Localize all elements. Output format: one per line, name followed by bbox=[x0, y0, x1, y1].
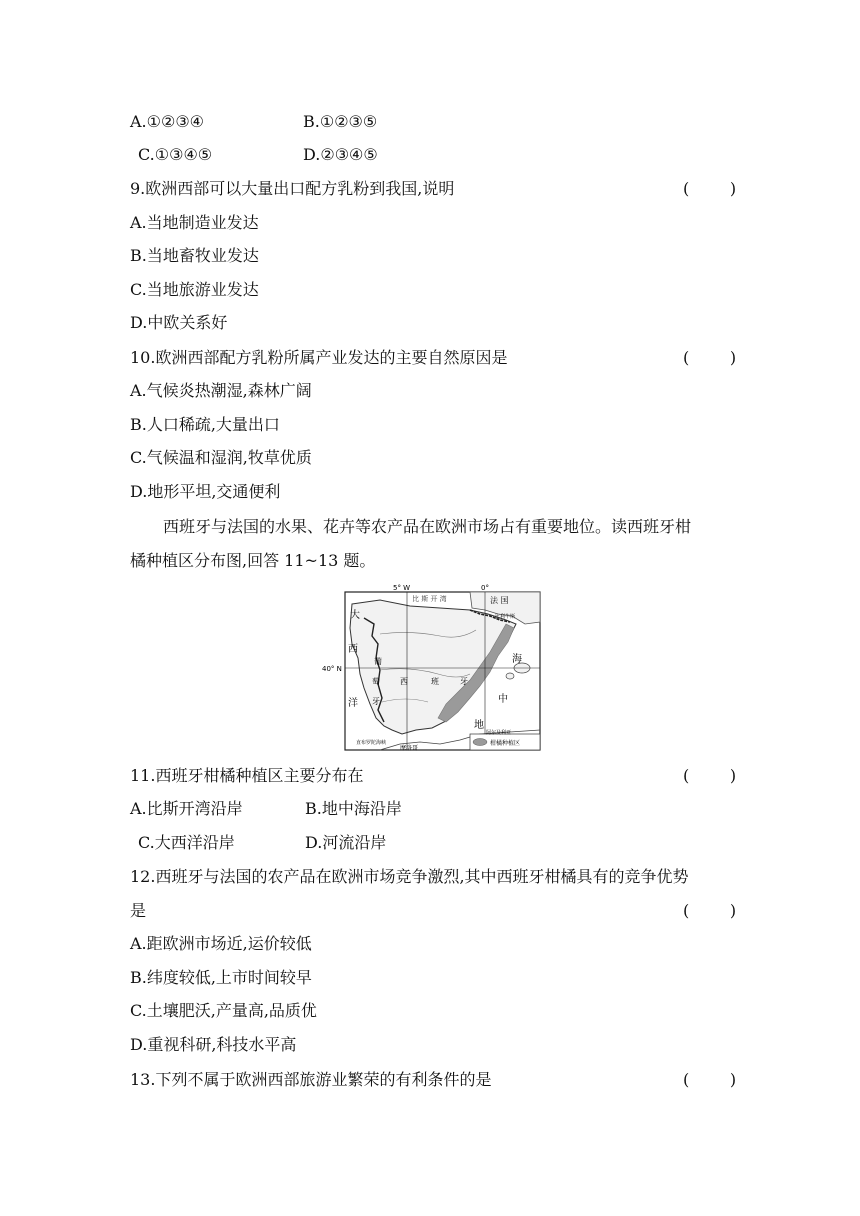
lon-0-label: 0° bbox=[481, 584, 489, 592]
q10-option-a: A.气候炎热潮湿,森林广阔 bbox=[130, 381, 312, 400]
q10-option-c: C.气候温和湿润,牧草优质 bbox=[130, 448, 312, 467]
spain-char-2: 班 bbox=[431, 677, 439, 686]
q10-stem: 10.欧洲西部配方乳粉所属产业发达的主要自然原因是 bbox=[130, 348, 508, 367]
q13-answer-bracket: ( ) bbox=[683, 1070, 737, 1089]
q9-option-c: C.当地旅游业发达 bbox=[130, 280, 259, 299]
q12-stem-line-1: 12.西班牙与法国的农产品在欧洲市场竞争激烈,其中西班牙柑橘具有的竞争优势 bbox=[130, 867, 689, 886]
q8-option-d: D.②③④⑤ bbox=[303, 145, 378, 164]
med-char-1: 海 bbox=[512, 654, 522, 665]
q9-option-d: D.中欧关系好 bbox=[130, 313, 228, 332]
q9-stem: 9.欧洲西部可以大量出口配方乳粉到我国,说明 bbox=[130, 179, 455, 198]
q8-option-a: A.①②③④ bbox=[130, 112, 205, 131]
passage-line-2: 橘种植区分布图,回答 11~13 题。 bbox=[130, 551, 376, 570]
ocean-char-3: 洋 bbox=[348, 698, 358, 709]
france-label: 法 国 bbox=[490, 596, 509, 605]
q9-option-b: B.当地畜牧业发达 bbox=[130, 246, 259, 265]
legend-swatch bbox=[473, 739, 487, 746]
portugal-char-1: 葡 bbox=[374, 657, 382, 666]
pyrenees-label: 比利牛斯 bbox=[495, 614, 516, 620]
q12-option-d: D.重视科研,科技水平高 bbox=[130, 1035, 297, 1054]
spain-char-1: 西 bbox=[400, 677, 408, 686]
ocean-char-2: 西 bbox=[348, 644, 358, 655]
q8-option-b: B.①②③⑤ bbox=[303, 112, 378, 131]
q11-option-d: D.河流沿岸 bbox=[305, 833, 387, 852]
q11-option-a: A.比斯开湾沿岸 bbox=[130, 799, 243, 818]
spain-char-3: 牙 bbox=[460, 677, 468, 686]
lon-5w-label: 5° W bbox=[393, 584, 411, 592]
q10-answer-bracket: ( ) bbox=[683, 348, 737, 367]
q10-option-b: B.人口稀疏,大量出口 bbox=[130, 415, 280, 434]
balearic-island-2 bbox=[506, 673, 514, 679]
portugal-char-2: 萄 bbox=[372, 677, 380, 686]
q11-option-c: C.大西洋沿岸 bbox=[138, 833, 235, 852]
legend-label: 柑橘种植区 bbox=[490, 740, 521, 747]
spain-citrus-map bbox=[320, 584, 542, 752]
gibraltar-label: 直布罗陀海峡 bbox=[356, 740, 387, 746]
q8-option-c: C.①③④⑤ bbox=[138, 145, 213, 164]
biscay-label: 比 斯 开 湾 bbox=[412, 595, 447, 603]
passage-line-1: 西班牙与法国的水果、花卉等农产品在欧洲市场占有重要地位。读西班牙柑 bbox=[163, 517, 692, 536]
q12-option-c: C.土壤肥沃,产量高,品质优 bbox=[130, 1001, 317, 1020]
q13-stem: 13.下列不属于欧洲西部旅游业繁荣的有利条件的是 bbox=[130, 1070, 492, 1089]
med-char-2: 中 bbox=[498, 694, 508, 705]
portugal-char-3: 牙 bbox=[372, 697, 380, 706]
lat-40n-label: 40° N bbox=[322, 665, 342, 673]
q12-answer-bracket: ( ) bbox=[683, 901, 737, 920]
q12-option-a: A.距欧洲市场近,运价较低 bbox=[130, 934, 312, 953]
ocean-char-1: 大 bbox=[350, 610, 360, 621]
algeria-label: 阿尔及利亚 bbox=[486, 730, 512, 736]
q11-answer-bracket: ( ) bbox=[683, 766, 737, 785]
q11-stem: 11.西班牙柑橘种植区主要分布在 bbox=[130, 766, 364, 785]
q11-option-b: B.地中海沿岸 bbox=[305, 799, 402, 818]
q12-option-b: B.纬度较低,上市时间较早 bbox=[130, 968, 312, 987]
q10-option-d: D.地形平坦,交通便利 bbox=[130, 482, 281, 501]
med-char-3: 地 bbox=[474, 720, 484, 731]
q12-stem-line-2: 是 bbox=[130, 901, 147, 920]
q9-answer-bracket: ( ) bbox=[683, 179, 737, 198]
q9-option-a: A.当地制造业发达 bbox=[130, 213, 259, 232]
morocco-label: 摩洛哥 bbox=[400, 745, 419, 752]
